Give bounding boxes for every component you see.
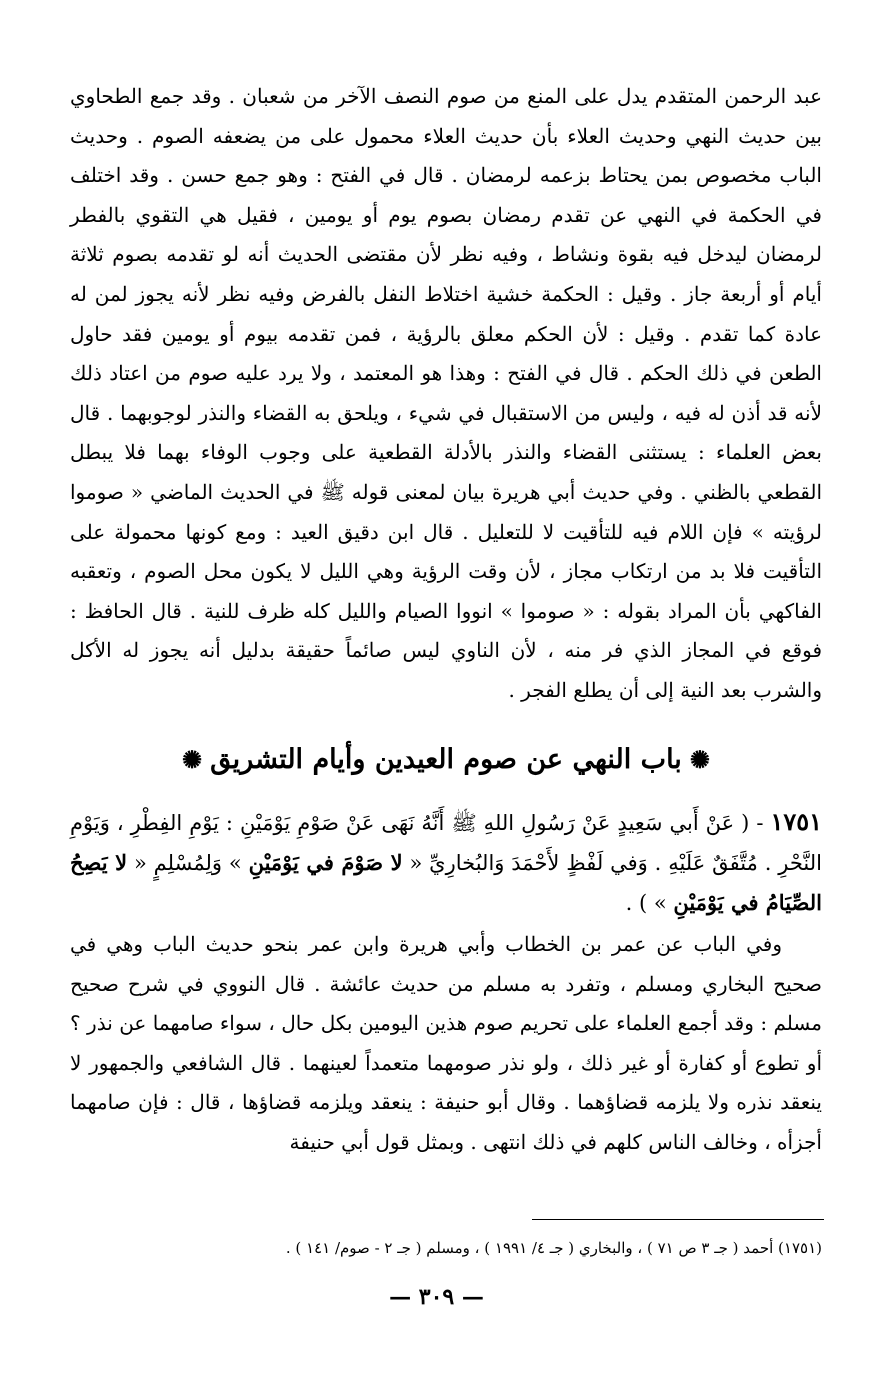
- section-heading: [70, 740, 822, 780]
- hadith-bold-phrase: لا صَوْمَ في يَوْمَيْنِ: [248, 850, 403, 875]
- hadith-number: ١٧٥١: [770, 807, 822, 836]
- body-paragraph-2: وفي الباب عن عمر بن الخطاب وأبي هريرة وابن عمر بنحو حديث الباب وهي في صحيح البخاري ومسلم ، وتفرد به مسلم من حديث عائشة . قال النووي في شرح صحيح مسلم : وقد أجمع العلماء على تحريم صوم هذين اليومين بكل حال ، سواء صامهما عن نذر ؟ أو تطوع أو كفارة أو غير ذلك ، ولو نذر صومهما متعمداً لعينهما . قال الشافعي والجمهور لا ينعقد نذره ولا يلزمه قضاؤهما . وقال أبو حنيفة : ينعقد ويلزمه قضاؤها ، قال : فإن صامهما أجزأه ، وخالف الناس كلهم في ذلك انتهى . وبمثل قول أبي حنيفة: [70, 932, 822, 1154]
- page-number: — ٣٠٩ —: [389, 1284, 484, 1310]
- heading-ornament-icon: ✺: [689, 745, 710, 774]
- hadith-text: [70, 802, 822, 923]
- footnote: (١٧٥١) أحمد ( جـ ٣ ص ٧١ ) ، والبخاري ( جـ ٤/ ١٩٩١ ) ، ومسلم ( جـ ٢ - صوم/ ١٤١ ) .: [285, 1239, 822, 1257]
- heading-ornament-icon: ✺: [182, 745, 203, 774]
- body-paragraph-1: عبد الرحمن المتقدم يدل على المنع من صوم النصف الآخر من شعبان . وقد جمع الطحاوي بين حديث النهي وحديث العلاء بأن حديث العلاء محمول على من يضعفه الصوم . وحديث الباب مخصوص بمن يحتاط بزعمه لرمضان . قال في الفتح : وهو جمع حسن . وقد اختلف في الحكمة في النهي عن تقدم رمضان بصوم يوم أو يومين ، فقيل هي التقوي بالفطر لرمضان ليدخل فيه بقوة ونشاط ، وفيه نظر لأن مقتضى الحديث أنه لو تقدمه بصوم ثلاثة أيام أو أربعة جاز . وقيل : الحكمة خشية اختلاط النفل بالفرض وفيه نظر لأنه يجوز لمن له عادة كما تقدم . وقيل : لأن الحكم معلق بالرؤية ، فمن تقدمه بيوم أو يومين فقد حاول الطعن في ذلك الحكم . قال في الفتح : وهذا هو المعتمد ، ولا يرد عليه صوم من اعتاد ذلك لأنه قد أذن له فيه ، وليس من الاستقبال في شيء ، ويلحق به القضاء والنذر لوجوبهما . قال بعض العلماء : يستثنى القضاء والنذر بالأدلة القطعية على وجوب الوفاء بهما فلا يبطل القطعي بالظني . وفي حديث أبي هريرة بيان لمعنى قوله ﷺ في الحديث الماضي « صوموا لرؤيته » فإن اللام فيه للتأقيت لا للتعليل . قال ابن دقيق العيد : ومع كونها محمولة على التأقيت فلا بد من ارتكاب مجاز ، لأن وقت الرؤية وهي الليل لا يكون محل الصوم ، وتعقبه الفاكهي بأن المراد بقوله : « صوموا » انووا الصيام والليل كله ظرف للنية . قال الحافظ : فوقع في المجاز الذي فر منه ، لأن الناوي ليس صائماً حقيقة بدليل أنه يجوز له الأكل والشرب بعد النية إلى أن يطلع الفجر .: [70, 84, 823, 702]
- footnote-divider: [532, 1219, 824, 1220]
- hadith-text-part: » ) .: [625, 891, 674, 915]
- hadith-bold-phrase: لا يَصِحُ الصِّيَامُ في يَوْمَيْنِ: [70, 850, 822, 915]
- hadith-text-part: - ( عَنْ أَبي سَعِيدٍ عَنْ رَسُولِ اللهِ ﷺ أَنَّهُ نَهَى عَنْ صَوْمِ يَوْمَيْنِ : يَوْمِ الفِطْرِ ، وَيَوْمِ النَّحْرِ . مُتَّفَقٌ عَلَيْهِ . وَفي لَفْظٍ لأَحْمَدَ وَالبُخارِيِّ «: [70, 811, 822, 875]
- hadith-text-part: » وَلِمُسْلِمٍ «: [127, 851, 249, 875]
- section-heading-text: باب النهي عن صوم العيدين وأيام التشريق: [210, 744, 682, 775]
